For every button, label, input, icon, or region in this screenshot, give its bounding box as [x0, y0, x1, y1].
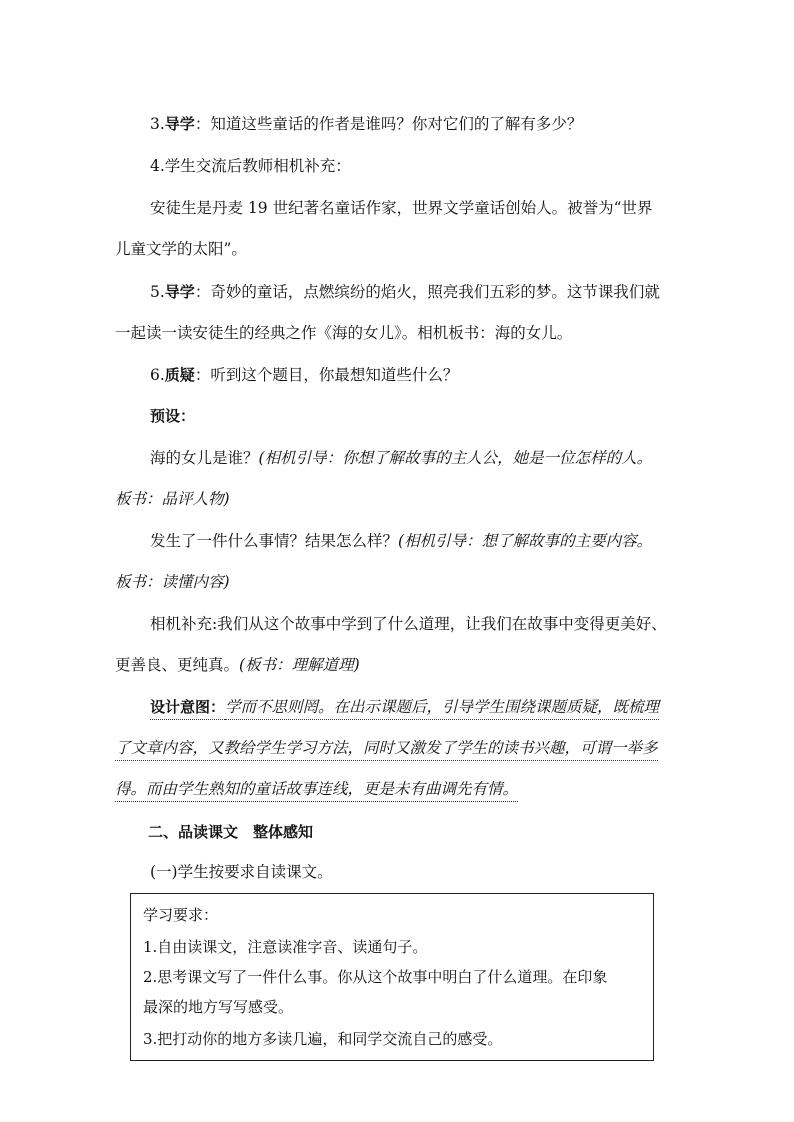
requirement-2-line1: 2.思考课文写了一件什么事。你从这个故事中明白了什么道理。在印象 [143, 968, 608, 986]
design-intent-line1 [150, 697, 659, 717]
paragraph-text: ：奇妙的童话，点燃缤纷的焰火，照亮我们五彩的梦。这节课我们就 [194, 283, 660, 301]
paragraph-5-line2: 一起读一读安徒生的经典之作《海的女儿》。相机板书：海的女儿。 [115, 324, 573, 342]
question-1-line1 [150, 448, 652, 468]
paragraph-6 [150, 365, 458, 385]
study-requirements-box [130, 893, 654, 1061]
supplement-line2 [115, 655, 360, 675]
paragraph-andersen-line2: 儿童文学的太阳”。 [115, 240, 247, 258]
box-title: 学习要求： [143, 906, 219, 924]
section-heading: 二、品读课文 整体感知 [148, 823, 314, 841]
question-2-line1 [150, 531, 652, 551]
design-intent-line2 [115, 738, 658, 758]
paragraph-3 [150, 114, 582, 134]
item-number: 3. [150, 115, 165, 133]
requirement-2-line2: 最深的地方写写感受。 [143, 998, 294, 1016]
design-intent-text: 了文章内容，又教给学生学习方法，同时又激发了学生的读书兴趣，可谓一举多 [115, 739, 658, 761]
preset-label: 预设： [150, 407, 196, 425]
question-text: 发生了一件什么事情？结果怎么样？ [150, 532, 399, 550]
design-intent-label: 设计意图： [150, 698, 225, 720]
paragraph-andersen-line1: 安徒生是丹麦 19 世纪著名童话作家，世界文学童话创始人。被誉为“世界 [150, 199, 653, 217]
board-note: (板书：理解道理) [239, 656, 360, 674]
guide-text: (相机引导：想了解故事的主要内容。 [398, 532, 653, 550]
bold-term: 导学 [164, 115, 195, 133]
supplement-line1: 相机补充:我们从这个故事中学到了什么道理，让我们在故事中变得更美好、 [150, 615, 667, 633]
question-1-line2: 板书：品评人物) [115, 490, 230, 508]
design-intent-text: 得。而由学生熟知的童话故事连线，更是未有曲调先有情。 [115, 780, 518, 802]
bold-term: 质疑 [164, 366, 195, 384]
question-2-line2: 板书：读懂内容) [115, 573, 230, 591]
item-number: 5. [150, 283, 165, 301]
guide-text: (相机引导：你想了解故事的主人公，她是一位怎样的人。 [258, 449, 653, 467]
sub-heading: (一)学生按要求自读课文。 [150, 863, 333, 881]
design-intent-line3 [115, 779, 518, 799]
design-intent-text: 学而不思则罔。在出示课题后，引导学生围绕课题质疑，既梳理 [225, 698, 659, 720]
paragraph-text: ：听到这个题目，你最想知道些什么？ [194, 366, 459, 384]
item-number: 6. [150, 366, 165, 384]
supplement-text: 更善良、更纯真。 [115, 656, 240, 674]
bold-term: 导学 [164, 283, 195, 301]
paragraph-4: 4.学生交流后教师相机补充： [150, 157, 351, 175]
requirement-3: 3.把打动你的地方多读几遍，和同学交流自己的感受。 [143, 1030, 503, 1048]
question-text: 海的女儿是谁？ [150, 449, 259, 467]
paragraph-text: ：知道这些童话的作者是谁吗？你对它们的了解有多少？ [194, 115, 583, 133]
paragraph-5-line1 [150, 282, 660, 302]
requirement-1: 1.自由读课文，注意读准字音、读通句子。 [143, 938, 428, 956]
